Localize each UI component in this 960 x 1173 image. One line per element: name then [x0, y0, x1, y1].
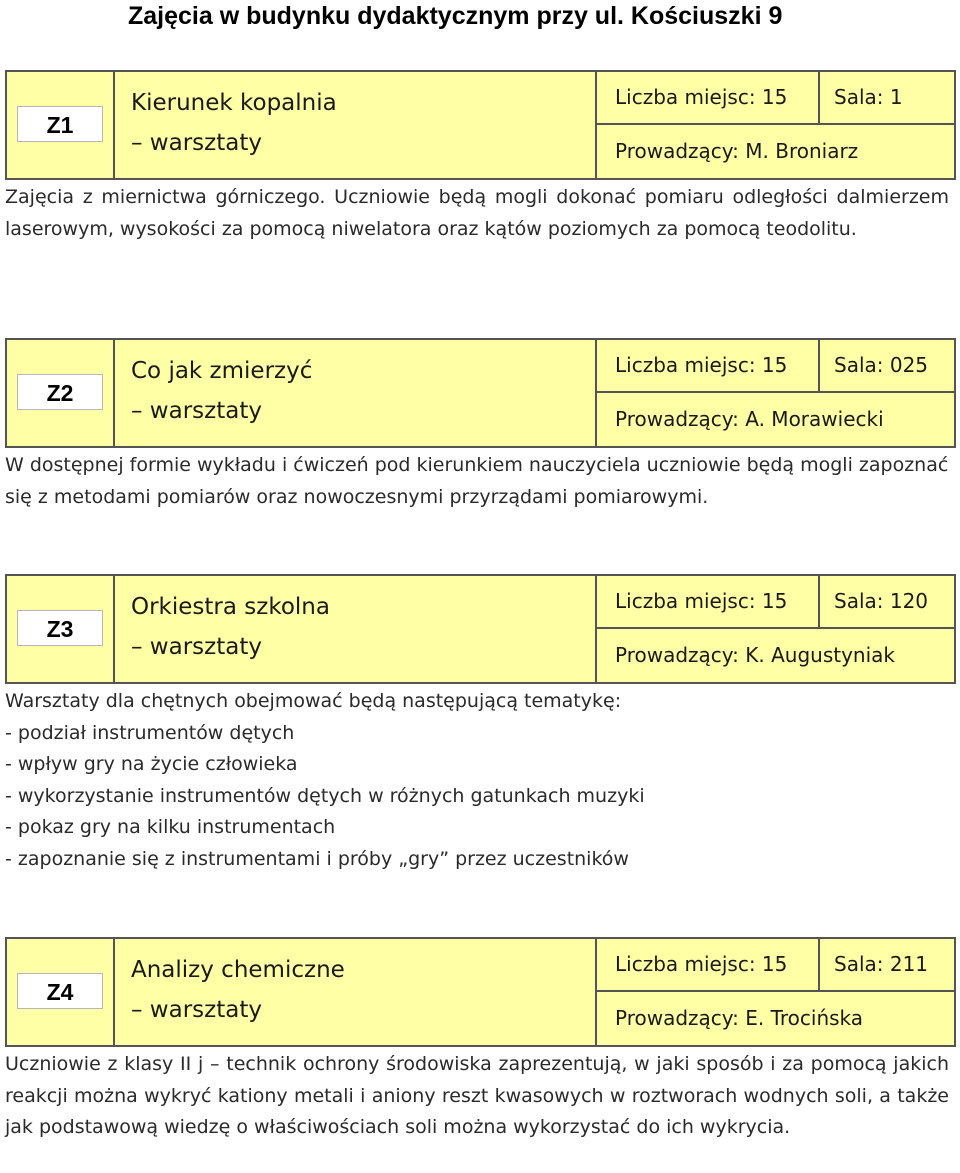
- workshop-code-cell: [7, 72, 115, 178]
- workshop-title: Kierunek kopalnia: [131, 90, 337, 116]
- workshop-title: Analizy chemiczne: [131, 957, 345, 983]
- workshop-title-cell: [115, 72, 595, 178]
- workshop-seats: Liczba miejsc: 15: [597, 576, 820, 629]
- topic-item: - wykorzystanie instrumentów dętych w różnych gatunkach muzyki: [5, 784, 645, 807]
- workshop-leader: Prowadzący: E. Trocińska: [615, 1006, 864, 1030]
- workshop-seats: Liczba miejsc: 15: [597, 340, 820, 393]
- workshop-title: Orkiestra szkolna: [131, 594, 330, 620]
- workshop-title-cell: [115, 939, 595, 1045]
- workshop-info-cell: [595, 340, 954, 446]
- workshop-title-cell: [115, 576, 595, 682]
- workshop-seats: Liczba miejsc: 15: [597, 72, 820, 125]
- workshop-description: [5, 182, 949, 245]
- workshop-header-box: [5, 338, 956, 448]
- workshop-info-cell: [595, 939, 954, 1045]
- workshop-type: – warsztaty: [131, 997, 262, 1023]
- topic-item: - zapoznanie się z instrumentami i próby „gry” przez uczestników: [5, 847, 629, 870]
- workshop-title: Co jak zmierzyć: [131, 358, 313, 384]
- workshop-description: [5, 450, 949, 513]
- workshop-description: [5, 686, 949, 875]
- workshop-info-cell: [595, 576, 954, 682]
- workshop-room: Sala: 211: [820, 939, 954, 992]
- workshop-description-text: Zajęcia z miernictwa górniczego. Uczniowie będą mogli dokonać pomiaru odległości dalmierzem laserowym, wysokości za pomocą niwelatora oraz kątów poziomych za pomocą teodolitu.: [5, 186, 949, 240]
- workshop-header-box: [5, 70, 956, 180]
- workshop-room: Sala: 1: [820, 72, 954, 125]
- workshop-code-cell: [7, 939, 115, 1045]
- workshop-description-text: Uczniowie z klasy II j – technik ochrony środowiska zaprezentują, w jaki sposób i za pomocą jakich reakcji można wykryć kationy metali i aniony reszt kwasowych w roztworach wodnych soli, a także jak podstawową wiedzę o właściwościach soli można wykorzystać do ich wykrycia.: [5, 1053, 949, 1138]
- workshop-code: Z4: [46, 979, 74, 1005]
- workshop-seats: Liczba miejsc: 15: [597, 939, 820, 992]
- workshop-type: – warsztaty: [131, 398, 262, 424]
- workshop-title-cell: [115, 340, 595, 446]
- topic-item: - podział instrumentów dętych: [5, 721, 295, 744]
- workshop-code-cell: [7, 576, 115, 682]
- workshop-code-cell: [7, 340, 115, 446]
- workshop-description: [5, 1049, 949, 1144]
- workshop-leader: Prowadzący: A. Morawiecki: [615, 407, 884, 431]
- workshop-code: Z3: [46, 616, 74, 642]
- workshop-header-box: [5, 574, 956, 684]
- topic-item: - pokaz gry na kilku instrumentach: [5, 816, 336, 838]
- page-title: Zajęcia w budynku dydaktycznym przy ul. Kościuszki 9: [128, 2, 783, 30]
- workshop-leader: Prowadzący: M. Broniarz: [615, 139, 859, 163]
- workshop-room: Sala: 120: [820, 576, 954, 629]
- workshop-description-text: W dostępnej formie wykładu i ćwiczeń pod kierunkiem nauczyciela uczniowie będą mogli zapoznać się z metodami pomiarów oraz nowoczesnymi przyrządami pomiarowymi.: [5, 454, 949, 508]
- topic-item: - wpływ gry na życie człowieka: [5, 753, 298, 775]
- workshop-type: – warsztaty: [131, 634, 262, 660]
- workshop-header-box: [5, 937, 956, 1047]
- workshop-info-cell: [595, 72, 954, 178]
- workshop-type: – warsztaty: [131, 130, 262, 156]
- workshop-room: Sala: 025: [820, 340, 954, 393]
- workshop-code: Z2: [46, 380, 74, 406]
- workshop-intro: Warsztaty dla chętnych obejmować będą następującą tematykę:: [5, 690, 622, 712]
- workshop-code: Z1: [46, 112, 74, 138]
- workshop-leader: Prowadzący: K. Augustyniak: [615, 643, 895, 667]
